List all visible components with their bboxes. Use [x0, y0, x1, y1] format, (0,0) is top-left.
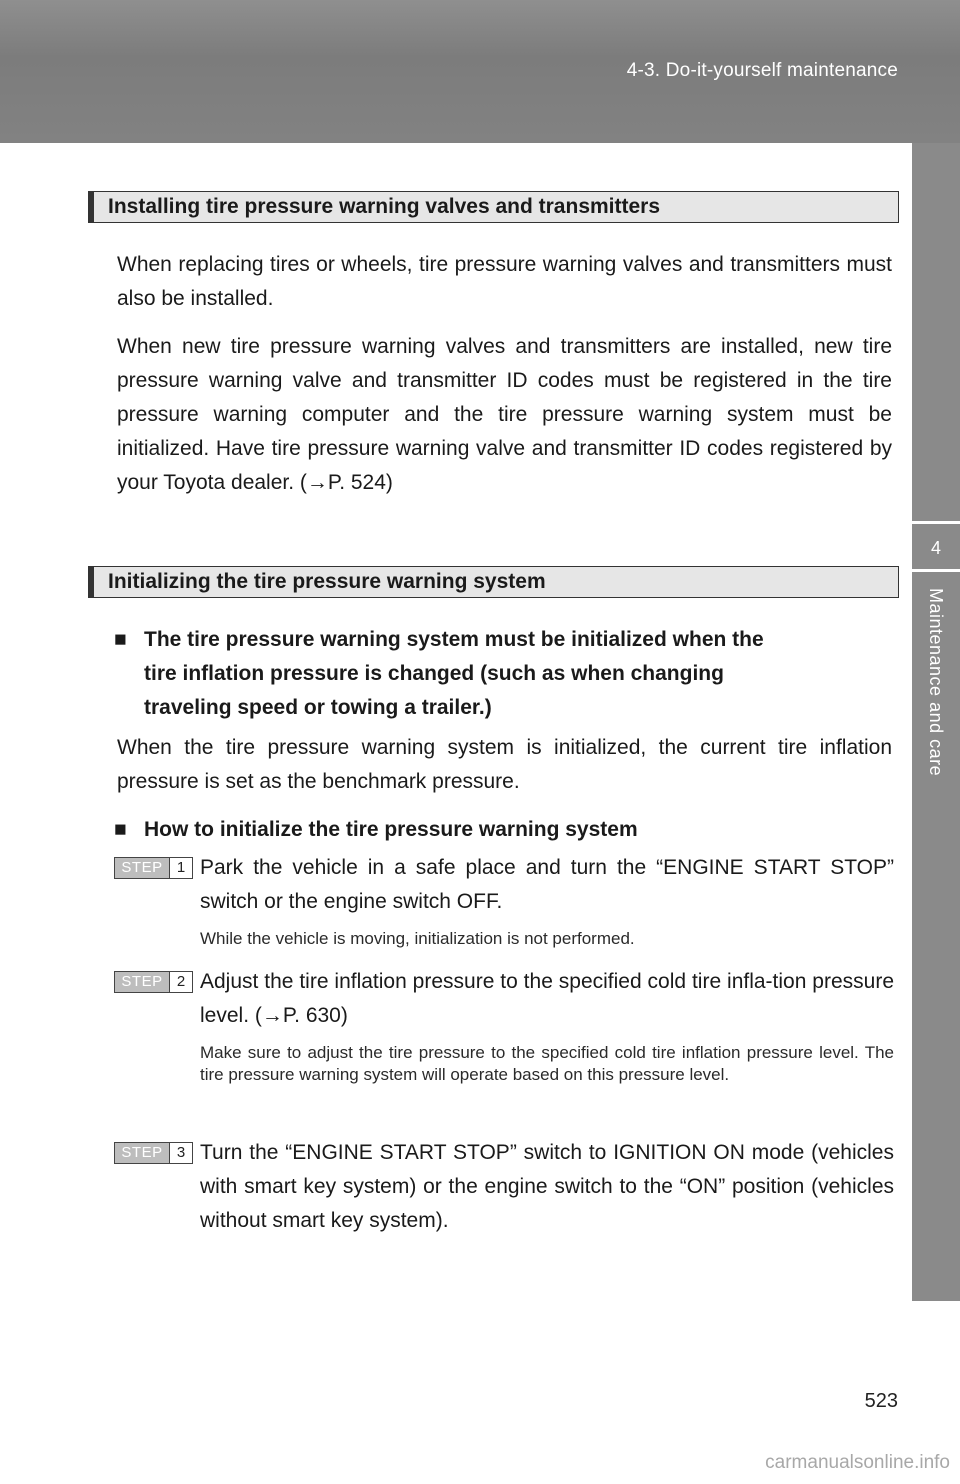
step-text: Park the vehicle in a safe place and turn the “ENGINE START STOP” switch or the engine switch OFF. [200, 856, 894, 913]
step-text: Adjust the tire inflation pressure to the specified cold tire infla-tion pressure level. (→P. 630) [200, 970, 894, 1027]
chapter-label: Maintenance and care [926, 588, 946, 777]
paragraph: When the tire pressure warning system is initialized, the current tire inflation pressure is set as the benchmark pressure. [117, 736, 892, 793]
paragraph: When replacing tires or wheels, tire pressure warning valves and transmitters must also be installed. [117, 253, 892, 310]
paragraph: When new tire pressure warning valves and transmitters are installed, new tire pressure warning valve and transmitter ID codes must be registered in the tire pressure warning computer and the tire pressure warning system must be initialized. Have tire pressure warning valve and transmitter ID codes registered by your Toyota dealer. (→P. 524) [117, 335, 892, 494]
page-number: 523 [864, 1390, 898, 1412]
subheading-how-to-initialize: ■ How to initialize the tire pressure warning system [114, 813, 894, 847]
chapter-number: 4 [930, 538, 941, 558]
step-badge: STEP 3 [114, 1142, 193, 1164]
side-tab-divider [912, 569, 960, 572]
square-bullet-icon: ■ [114, 818, 127, 841]
step-badge: STEP 2 [114, 971, 193, 993]
section-heading-installing: Installing tire pressure warning valves and transmitters [88, 191, 899, 223]
step-note: While the vehicle is moving, initialization is not performed. [200, 929, 635, 948]
step-text: Turn the “ENGINE START STOP” switch to IGNITION ON mode (vehicles with smart key system) or the engine switch to the “ON” position (vehicles without smart key system). [200, 1141, 894, 1232]
section-heading-initializing: Initializing the tire pressure warning system [88, 566, 899, 598]
subheading-must-initialize: ■ The tire pressure warning system must be initialized when the tire inflation pressure is changed (such as when changing traveling speed or towing a trailer.) [114, 623, 894, 725]
square-bullet-icon: ■ [114, 628, 127, 651]
step-note: Make sure to adjust the tire pressure to the specified cold tire inflation pressure level. The tire pressure warning system will operate based on this pressure level. [200, 1043, 894, 1084]
watermark-text: carmanualsonline.info [765, 1452, 950, 1473]
side-tab-divider [912, 521, 960, 524]
header-band [0, 0, 960, 143]
chapter-side-tab [912, 143, 960, 1301]
step-badge: STEP 1 [114, 857, 193, 879]
section-reference: 4-3. Do-it-yourself maintenance [626, 60, 898, 81]
